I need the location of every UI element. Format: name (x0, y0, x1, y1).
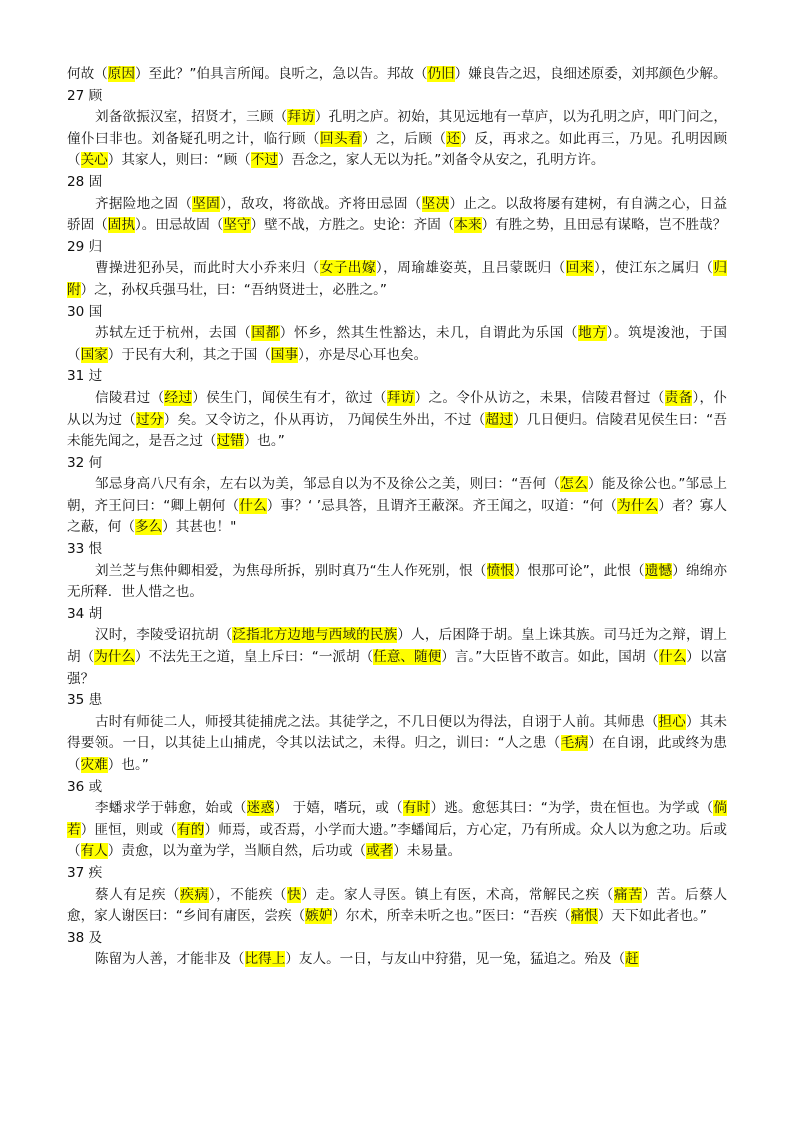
highlighted-gloss: 或者 (366, 843, 394, 860)
text-segment: 蔡人有足疾（ (95, 886, 181, 903)
entry-paragraph (67, 712, 727, 777)
highlighted-gloss: 固执 (107, 217, 135, 234)
text-segment: ）也。” (107, 757, 149, 773)
highlighted-gloss: 比得上 (244, 951, 286, 968)
text-segment: ）其未得要领。一日，以其徒上山捕虎，令其以法试之，未得。归之，训曰：“人之患（ (67, 713, 728, 752)
highlighted-gloss: 迷惑 (246, 800, 275, 817)
highlighted-gloss: 灾难 (80, 757, 108, 773)
highlighted-gloss: 有时 (402, 800, 431, 817)
entry-paragraph (67, 388, 727, 453)
highlighted-gloss: 坚决 (421, 195, 450, 212)
entry-heading: 37 疾 (67, 864, 103, 881)
text-segment: ）尔术，所幸未听之也。”医曰：“吾疾（ (332, 908, 571, 925)
text-segment: ）以富强？ (67, 649, 728, 687)
highlighted-gloss: 坚守 (223, 217, 251, 234)
entry-heading: 38 及 (67, 929, 103, 946)
entry-paragraph (67, 474, 727, 539)
text-segment: ）之，孙权兵强马壮，曰：“吾纳贤进士，必胜之。” (80, 281, 387, 298)
text-segment: ）恨那可论”，此恨（ (514, 562, 645, 579)
text-segment: ）之，后顾（ (362, 130, 447, 147)
entry-heading: 32 何 (67, 454, 103, 471)
entry-paragraph (67, 798, 727, 863)
highlighted-gloss: 什么 (239, 497, 267, 514)
highlighted-gloss: 任意、随便 (373, 649, 442, 666)
highlighted-gloss: 国都 (251, 325, 280, 342)
highlighted-gloss: 愤恨 (486, 562, 515, 579)
highlighted-gloss: 原因 (107, 66, 135, 82)
text-segment: ），仆从以为过（ (67, 389, 728, 428)
text-segment: 陈留为人善，才能非及（ (95, 951, 245, 968)
highlighted-gloss: 还 (446, 130, 461, 147)
text-segment: 何故（ (67, 66, 108, 82)
text-segment: ）不法先王之道，皇上斥曰：“一派胡（ (135, 649, 374, 666)
entry-heading: 29 归 (67, 238, 103, 255)
text-segment: ）苦。后蔡人愈，家人谢医曰：“乡间有庸医，尝疾（ (67, 886, 728, 925)
highlighted-gloss: 怎么 (560, 476, 588, 493)
highlighted-gloss: 什么 (659, 649, 687, 666)
highlighted-gloss: 不过 (250, 152, 278, 169)
text-segment: ）。筑堤浚池，于国（ (67, 325, 728, 363)
highlighted-gloss: 多么 (134, 519, 163, 536)
highlighted-gloss: 经过 (164, 389, 193, 406)
text-segment: 齐据险地之固（ (95, 195, 193, 212)
entry-heading: 30 国 (67, 303, 103, 320)
text-segment: 信陵君过（ (95, 389, 165, 406)
text-segment: ），敌攻，将欲战。齐将田忌固（ (220, 195, 422, 212)
text-segment: 邹忌身高八尺有余，左右以为美，邹忌自以为不及徐公之美，则曰：“吾何（ (95, 476, 561, 493)
text-segment: ）匪恒，则或（ (80, 821, 177, 838)
highlighted-gloss: 倘若 (67, 800, 728, 838)
highlighted-gloss: 泛指北方边地与西域的民族 (232, 627, 398, 644)
highlighted-gloss: 回头看 (319, 130, 363, 147)
text-segment: ）未易量。 (393, 843, 462, 860)
text-segment: ）有胜之势，且田忌有谋略，岂不胜哉？ (481, 217, 727, 234)
text-segment: 汉时，李陵受诏抗胡（ (95, 627, 233, 644)
text-segment: ）其甚也！" (162, 519, 237, 536)
text-segment: ）矣。又令访之，仆从再访， 乃闻侯生外出，不过（ (163, 411, 486, 428)
text-segment: ）怀乡，然其生性豁达，未几，自谓此为乐国（ (279, 325, 579, 342)
highlighted-gloss: 为什么 (94, 649, 135, 666)
text-segment: 苏轼左迁于杭州，去国（ (95, 325, 252, 342)
highlighted-gloss: 本来 (454, 217, 482, 234)
entry-heading: 28 固 (67, 173, 103, 190)
text-segment: ）于民有大利，其之于国（ (107, 346, 271, 363)
highlighted-gloss: 责备 (664, 389, 693, 406)
highlighted-gloss: 超过 (485, 411, 514, 428)
text-segment: 古时有师徒二人，师授其徒捕虎之法。其徒学之，不几日便以为得法，自诩于人前。其师患（ (95, 713, 659, 730)
text-segment: ），不能疾（ (208, 886, 288, 903)
text-segment: 曹操进犯孙吴，而此时大小乔来归（ (95, 260, 320, 277)
text-segment: ）在自诩，此或终为患（ (67, 735, 728, 773)
text-segment: 刘兰芝与焦仲卿相爱，为焦母所拆，别时真乃“生人作死别，恨（ (95, 562, 487, 579)
text-segment: ）壁不战，方胜之。史论：齐固（ (250, 217, 455, 234)
highlighted-gloss: 为什么 (617, 497, 659, 514)
highlighted-gloss: 国家 (80, 346, 108, 363)
text-segment: ）天下如此者也。” (597, 908, 707, 925)
highlighted-gloss: 痛苦 (613, 886, 643, 903)
text-segment: ） 于嬉，嗜玩，或（ (274, 800, 403, 817)
text-segment: ）绵绵亦无所释．世人惜之也。 (67, 562, 728, 601)
highlighted-gloss: 过错 (216, 433, 244, 450)
entry-heading: 27 顾 (67, 87, 103, 104)
highlighted-gloss: 地方 (578, 325, 607, 342)
highlighted-gloss: 担心 (658, 713, 686, 730)
entry-heading: 33 恨 (67, 541, 103, 558)
text-segment: 李蟠求学于韩愈，始或（ (95, 800, 247, 817)
highlighted-gloss: 拜访 (386, 389, 415, 406)
highlighted-gloss: 遗憾 (644, 562, 673, 579)
entry-paragraph (67, 625, 727, 690)
text-segment: ）孔明之庐。初始，其见远地有一草庐，以为孔明之庐，叩门问之，僮仆曰非也。刘备疑孔明之计，临行顾（ (67, 109, 728, 147)
text-segment: ），使江东之属归（ (593, 260, 714, 277)
text-segment: ）嫌良告之迟，良细述原委，刘邦颜色少解。 (454, 66, 727, 82)
text-segment: 刘备欲振汉室，招贤才，三顾（ (95, 109, 288, 126)
text-segment: ）吾念之，家人无以为托。”刘备令从安之，孔明方许。 (277, 152, 605, 169)
entry-paragraph (67, 323, 727, 366)
entry-paragraph (67, 885, 727, 928)
entry-paragraph (67, 107, 727, 172)
text-segment: ）言。”大臣皆不敢言。如此，国胡（ (441, 649, 660, 666)
text-segment: ）走。家人寻医。镇上有医，术高，常解民之疾（ (301, 886, 614, 903)
highlighted-gloss: 回来 (565, 260, 594, 277)
highlighted-gloss: 拜访 (287, 109, 315, 126)
text-segment: ）者？寡人之蔽，何（ (67, 497, 728, 536)
text-segment: ），亦是尽心耳也矣。 (298, 346, 428, 363)
highlighted-gloss: 有人 (80, 843, 108, 860)
text-segment: ）逃。愈惩其曰：“为学，贵在恒也。为学或（ (430, 800, 714, 817)
text-segment: ）止之。以敌将屡有建树，有自满之心，日益骄固（ (67, 195, 728, 234)
text-segment: ）至此？”伯具言所闻。良听之，急以告。邦故（ (134, 66, 428, 82)
highlighted-gloss: 有的 (176, 821, 205, 838)
text-segment: ）其家人，则曰：“顾（ (107, 152, 251, 169)
highlighted-gloss: 疾病 (180, 886, 209, 903)
text-segment: ）几日便归。信陵君见侯生曰：“吾未能先闻之，是吾之过（ (67, 411, 728, 450)
entry-heading: 31 过 (67, 368, 103, 385)
text-segment: ）也。” (243, 433, 285, 450)
highlighted-gloss: 赶 (625, 951, 639, 968)
entry-paragraph (67, 561, 727, 604)
text-segment: ）事？‘ ’忌具答，且谓齐王蔽深。齐王闻之，叹道：“何（ (266, 497, 618, 514)
highlighted-gloss: 关心 (80, 152, 108, 169)
text-segment: ），周瑜雄姿英，且吕蒙既归（ (375, 260, 566, 277)
text-segment: ）能及徐公也。”邹忌上朝，齐王问曰：“卿上朝何（ (67, 476, 728, 514)
highlighted-gloss: 女子出嫁 (319, 260, 376, 277)
text-segment: ）责愈，以为童为学，当顺自然，后功或（ (107, 843, 367, 860)
entry-paragraph (67, 258, 727, 301)
highlighted-gloss: 归附 (67, 260, 728, 298)
text-segment: ）反，再求之。如此再三，乃见。孔明因顾（ (67, 130, 728, 169)
text-segment: ）人，后困降于胡。皇上诛其族。司马迁为之辩，谓上胡（ (67, 627, 728, 666)
highlighted-gloss: 嫉妒 (305, 908, 333, 925)
entry-paragraph (67, 949, 727, 971)
text-segment: ）师焉，或否焉，小学而大遗。”李蟠闻后，方心定，乃有所成。众人以为愈之功。后或（ (67, 821, 728, 860)
highlighted-gloss: 国事 (270, 346, 299, 363)
entry-heading: 35 患 (67, 692, 103, 709)
text-segment: ）友人。一日，与友山中狩猎，见一兔，猛追之。殆及（ (285, 951, 626, 968)
text-segment: ）。田忌故固（ (134, 217, 224, 234)
highlighted-gloss: 痛恨 (570, 908, 598, 925)
entry-paragraph (67, 194, 727, 237)
entry-heading: 36 或 (67, 778, 103, 795)
highlighted-gloss: 坚固 (192, 195, 221, 212)
text-segment: ）侯生门，闻侯生有才，欲过（ (192, 389, 387, 406)
entry-heading: 34 胡 (67, 605, 103, 622)
text-segment: ）之。令仆从访之，未果，信陵君督过（ (414, 389, 665, 406)
highlighted-gloss: 快 (287, 886, 302, 903)
entry-paragraph (67, 64, 727, 86)
highlighted-gloss: 仍旧 (427, 66, 455, 82)
highlighted-gloss: 毛病 (560, 735, 589, 752)
document-body (67, 64, 727, 971)
highlighted-gloss: 过分 (135, 411, 164, 428)
